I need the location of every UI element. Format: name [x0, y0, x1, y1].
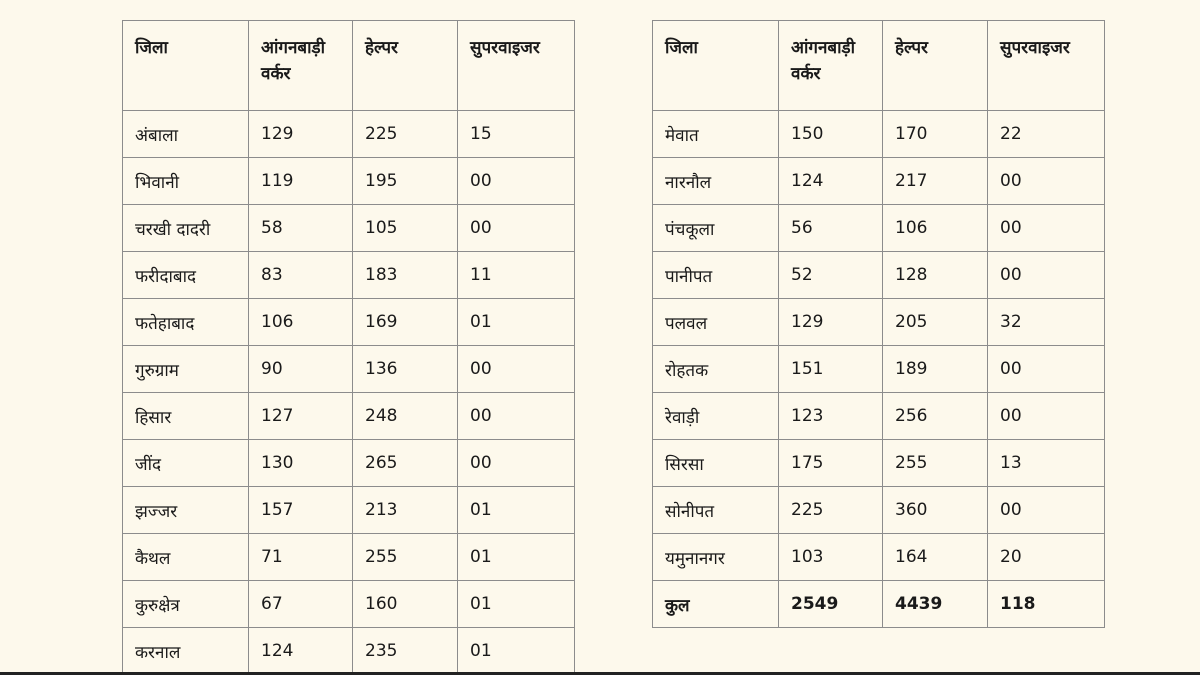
table-row [653, 111, 1105, 158]
cell-worker: 90 [249, 346, 353, 393]
table-row [123, 158, 575, 205]
cell-supervisor: 15 [458, 111, 575, 158]
cell-supervisor: 01 [458, 299, 575, 346]
cell-worker: 124 [779, 158, 883, 205]
right-table-body [653, 111, 1105, 581]
cell-helper: 183 [353, 252, 458, 299]
cell-district: फरीदाबाद [123, 252, 249, 299]
left-table-body [123, 111, 575, 675]
cell-helper: 164 [883, 534, 988, 581]
cell-worker: 67 [249, 581, 353, 628]
table-row [123, 299, 575, 346]
cell-helper: 256 [883, 393, 988, 440]
cell-helper: 255 [353, 534, 458, 581]
header-district: जिला [123, 21, 249, 111]
cell-supervisor: 00 [988, 252, 1105, 299]
total-helper: 4439 [883, 581, 988, 628]
table-row [653, 487, 1105, 534]
cell-district: हिसार [123, 393, 249, 440]
cell-supervisor: 00 [988, 205, 1105, 252]
cell-district: रेवाड़ी [653, 393, 779, 440]
cell-supervisor: 11 [458, 252, 575, 299]
cell-worker: 150 [779, 111, 883, 158]
table-row [653, 252, 1105, 299]
table-row [123, 346, 575, 393]
cell-helper: 235 [353, 628, 458, 675]
table-row [653, 158, 1105, 205]
right-district-table [652, 20, 1105, 628]
cell-supervisor: 32 [988, 299, 1105, 346]
total-row [653, 581, 1105, 628]
cell-helper: 360 [883, 487, 988, 534]
cell-district: गुरुग्राम [123, 346, 249, 393]
cell-district: नारनौल [653, 158, 779, 205]
header-supervisor: सुपरवाइजर [458, 21, 575, 111]
cell-helper: 169 [353, 299, 458, 346]
cell-supervisor: 13 [988, 440, 1105, 487]
cell-supervisor: 22 [988, 111, 1105, 158]
cell-supervisor: 00 [988, 393, 1105, 440]
cell-supervisor: 20 [988, 534, 1105, 581]
cell-supervisor: 01 [458, 534, 575, 581]
cell-district: पानीपत [653, 252, 779, 299]
cell-district: चरखी दादरी [123, 205, 249, 252]
cell-helper: 225 [353, 111, 458, 158]
cell-district: पलवल [653, 299, 779, 346]
table-row [123, 534, 575, 581]
table-header-row [653, 21, 1105, 111]
header-worker: आंगनबाड़ी वर्कर [779, 21, 883, 111]
cell-district: अंबाला [123, 111, 249, 158]
cell-district: मेवात [653, 111, 779, 158]
cell-worker: 71 [249, 534, 353, 581]
cell-district: करनाल [123, 628, 249, 675]
cell-helper: 128 [883, 252, 988, 299]
cell-worker: 123 [779, 393, 883, 440]
cell-worker: 157 [249, 487, 353, 534]
table-row [653, 393, 1105, 440]
left-district-table [122, 20, 575, 675]
cell-helper: 217 [883, 158, 988, 205]
cell-worker: 58 [249, 205, 353, 252]
cell-helper: 106 [883, 205, 988, 252]
cell-helper: 189 [883, 346, 988, 393]
cell-worker: 129 [779, 299, 883, 346]
cell-district: भिवानी [123, 158, 249, 205]
cell-worker: 130 [249, 440, 353, 487]
cell-supervisor: 00 [458, 346, 575, 393]
cell-helper: 255 [883, 440, 988, 487]
cell-supervisor: 01 [458, 628, 575, 675]
cell-district: सिरसा [653, 440, 779, 487]
table-row [653, 346, 1105, 393]
cell-district: यमुनानगर [653, 534, 779, 581]
cell-supervisor: 00 [458, 205, 575, 252]
cell-worker: 52 [779, 252, 883, 299]
cell-worker: 106 [249, 299, 353, 346]
table-row [123, 111, 575, 158]
table-row [653, 440, 1105, 487]
table-row [653, 299, 1105, 346]
cell-district: फतेहाबाद [123, 299, 249, 346]
cell-worker: 225 [779, 487, 883, 534]
cell-supervisor: 00 [988, 346, 1105, 393]
total-supervisor: 118 [988, 581, 1105, 628]
table-row [123, 205, 575, 252]
cell-helper: 160 [353, 581, 458, 628]
cell-worker: 103 [779, 534, 883, 581]
total-label: कुल [653, 581, 779, 628]
table-row [653, 534, 1105, 581]
cell-worker: 124 [249, 628, 353, 675]
table-row [653, 205, 1105, 252]
cell-worker: 56 [779, 205, 883, 252]
header-district: जिला [653, 21, 779, 111]
cell-district: कैथल [123, 534, 249, 581]
table-row [123, 252, 575, 299]
cell-district: पंचकूला [653, 205, 779, 252]
cell-helper: 105 [353, 205, 458, 252]
cell-helper: 136 [353, 346, 458, 393]
cell-supervisor: 00 [988, 158, 1105, 205]
table-row [123, 581, 575, 628]
cell-worker: 83 [249, 252, 353, 299]
cell-helper: 205 [883, 299, 988, 346]
cell-supervisor: 00 [458, 393, 575, 440]
cell-supervisor: 00 [458, 440, 575, 487]
table-row [123, 487, 575, 534]
cell-supervisor: 01 [458, 581, 575, 628]
cell-helper: 265 [353, 440, 458, 487]
table-header-row [123, 21, 575, 111]
cell-worker: 129 [249, 111, 353, 158]
table-row [123, 440, 575, 487]
table-row [123, 393, 575, 440]
cell-supervisor: 00 [988, 487, 1105, 534]
cell-district: सोनीपत [653, 487, 779, 534]
cell-worker: 151 [779, 346, 883, 393]
cell-helper: 195 [353, 158, 458, 205]
header-helper: हेल्पर [883, 21, 988, 111]
cell-district: झज्जर [123, 487, 249, 534]
cell-district: जींद [123, 440, 249, 487]
header-supervisor: सुपरवाइजर [988, 21, 1105, 111]
header-helper: हेल्पर [353, 21, 458, 111]
cell-worker: 119 [249, 158, 353, 205]
cell-helper: 248 [353, 393, 458, 440]
header-worker: आंगनबाड़ी वर्कर [249, 21, 353, 111]
cell-supervisor: 01 [458, 487, 575, 534]
table-row [123, 628, 575, 675]
cell-supervisor: 00 [458, 158, 575, 205]
cell-helper: 213 [353, 487, 458, 534]
cell-district: रोहतक [653, 346, 779, 393]
total-worker: 2549 [779, 581, 883, 628]
cell-worker: 175 [779, 440, 883, 487]
cell-helper: 170 [883, 111, 988, 158]
cell-worker: 127 [249, 393, 353, 440]
cell-district: कुरुक्षेत्र [123, 581, 249, 628]
